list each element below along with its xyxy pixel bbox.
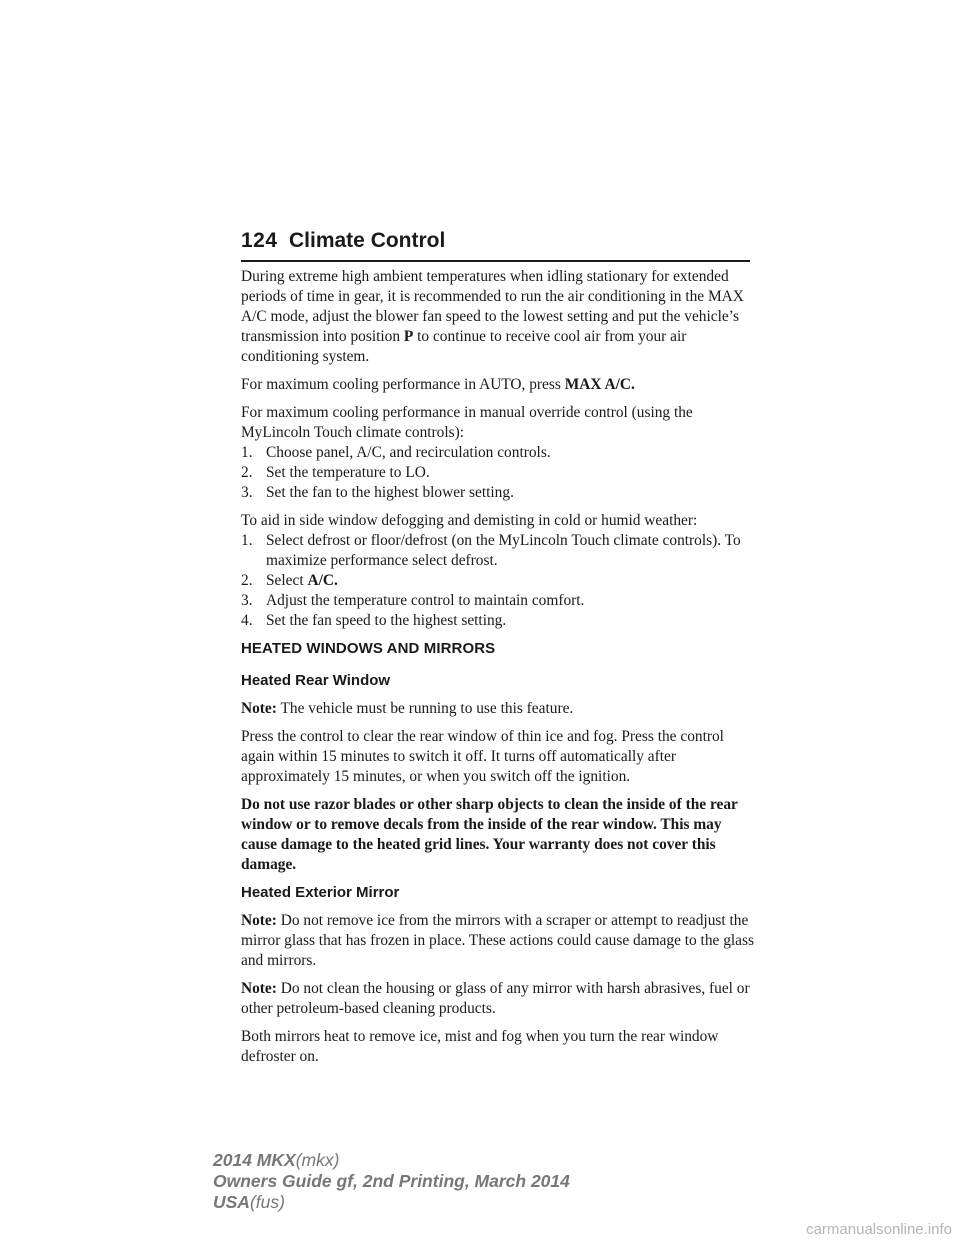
list-item: 4. Set the fan speed to the highest setting.	[241, 612, 507, 629]
section-title: HEATED WINDOWS AND MIRRORS	[241, 640, 496, 657]
footer-model-line: 2014 MKX(mkx)	[213, 1150, 340, 1170]
note-rear-window: Note: The vehicle must be running to use this feature.	[241, 700, 574, 717]
note-mirror-ice: Note: Do not remove ice from the mirrors with a scraper or attempt to readjust the mirror glass that has frozen in place. These actions could cause damage to the glass and mirrors.	[241, 912, 754, 969]
page-number: 124	[241, 229, 278, 252]
header-rule	[241, 260, 750, 262]
note-mirror-cleaning: Note: Do not clean the housing or glass of any mirror with harsh abrasives, fuel or other petroleum-based cleaning products.	[241, 980, 750, 1017]
list-item: 1. Choose panel, A/C, and recirculation controls.	[241, 444, 551, 461]
mirror-description: Both mirrors heat to remove ice, mist and fog when you turn the rear window defroster on.	[241, 1028, 719, 1065]
auto-cooling-paragraph: For maximum cooling performance in AUTO, press MAX A/C.	[241, 376, 635, 393]
intro-paragraph: During extreme high ambient temperatures when idling stationary for extended periods of time in gear, it is recommended to run the air conditioning in the MAX A/C mode, adjust the blower fan speed to the lowest setting and put the vehicle’s transmission into position P to continue to receive cool air from your air conditioning system.	[241, 268, 744, 365]
defog-steps-list	[241, 531, 761, 631]
list-item: 2. Set the temperature to LO.	[241, 464, 430, 481]
cooling-steps-list	[241, 443, 761, 503]
list-item: 3. Adjust the temperature control to maintain comfort.	[241, 592, 585, 609]
rear-window-description: Press the control to clear the rear window of thin ice and fog. Press the control again within 15 minutes to switch it off. It turns off automatically after approximately 15 minutes, or when you switch off the ignition.	[241, 728, 724, 785]
footer-printing-line: Owners Guide gf, 2nd Printing, March 2014	[213, 1171, 570, 1191]
subsection-title-rear-window: Heated Rear Window	[241, 672, 391, 689]
list-item: 1. Select defrost or floor/defrost (on the MyLincoln Touch climate controls). To maximize performance select defrost.	[241, 532, 741, 569]
warning-paragraph: Do not use razor blades or other sharp objects to clean the inside of the rear window or to remove decals from the inside of the rear window. This may cause damage to the heated grid lines. Your warranty does not cover this damage.	[241, 796, 738, 873]
subsection-title-mirror: Heated Exterior Mirror	[241, 884, 400, 901]
defog-intro: To aid in side window defogging and demisting in cold or humid weather:	[241, 512, 698, 529]
watermark: carmanualsonline.info	[806, 1221, 952, 1238]
list-item: 2. Select A/C.	[241, 572, 338, 589]
print-footer	[213, 1150, 570, 1213]
footer-market-line: USA(fus)	[213, 1192, 285, 1212]
page-body	[241, 267, 761, 1075]
page-header	[241, 229, 750, 261]
manual-cooling-intro: For maximum cooling performance in manual override control (using the MyLincoln Touch climate controls):	[241, 404, 693, 441]
list-item: 3. Set the fan to the highest blower setting.	[241, 484, 514, 501]
chapter-title: Climate Control	[289, 229, 446, 252]
